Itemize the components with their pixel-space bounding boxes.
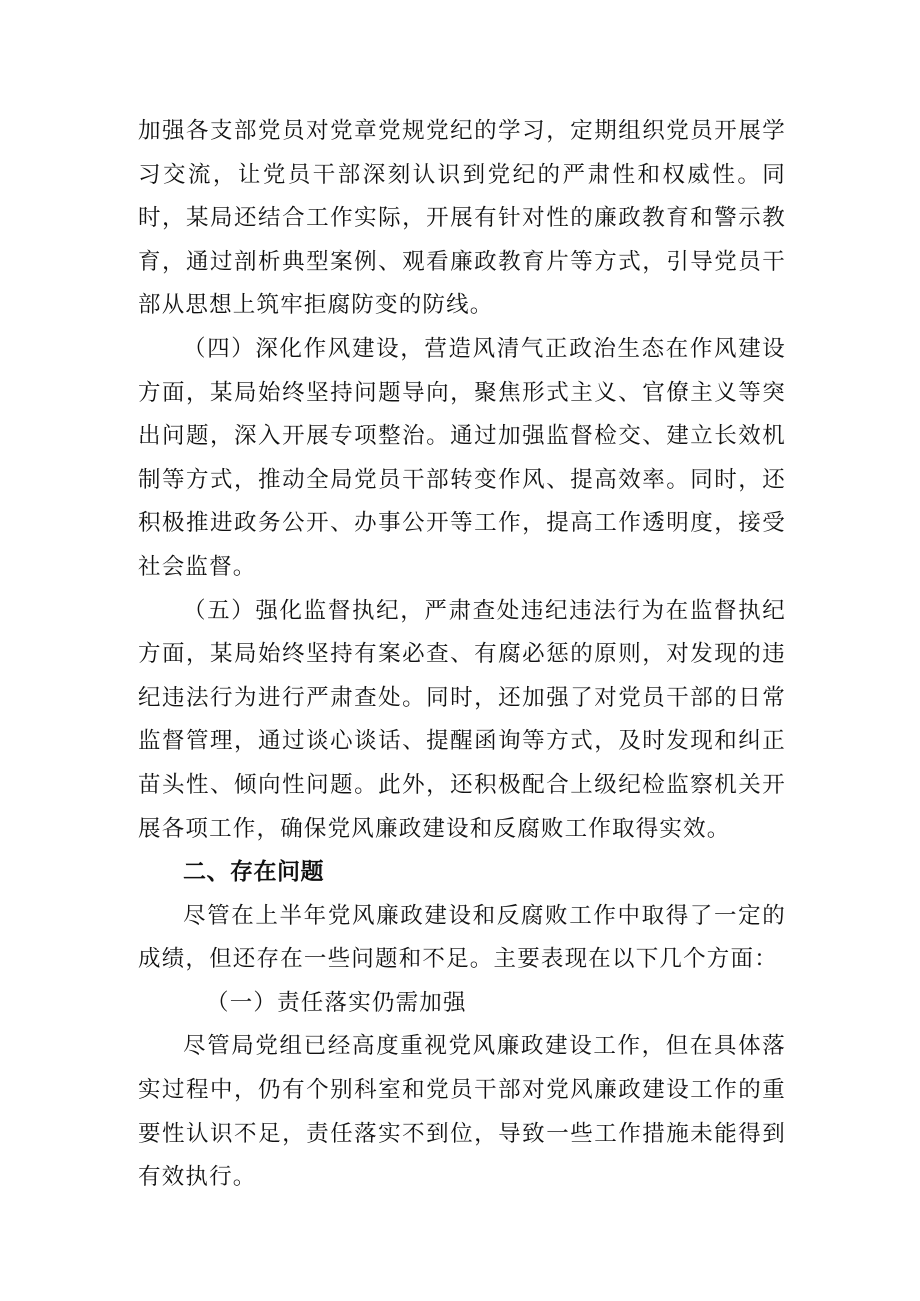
paragraph-responsibility-detail: 尽管局党组已经高度重视党风廉政建设工作，但在具体落实过程中，仍有个别科室和党员干部对党风廉政建设工作的重要性认识不足，责任落实不到位，导致一些工作措施未能得到有效执行。: [138, 1033, 786, 1191]
paragraph-work-style: （四）深化作风建设，营造风清气正政治生态在作风建设方面，某局始终坚持问题导向，聚焦形式主义、官僚主义等突出问题，深入开展专项整治。通过加强监督检交、建立长效机制等方式，推动全局党员干部转变作风、提高效率。同时，还积极推进政务公开、办事公开等工作，提高工作透明度，接受社会监督。: [138, 335, 786, 580]
subheading-responsibility: （一）责任落实仍需加强: [206, 989, 467, 1016]
paragraph-supervision-discipline: （五）强化监督执纪，严肃查处违纪违法行为在监督执纪方面，某局始终坚持有案必查、有腐必惩的原则，对发现的违纪违法行为进行严肃查处。同时，还加强了对党员干部的日常监督管理，通过谈心谈话、提醒函询等方式，及时发现和纠正苗头性、倾向性问题。此外，还积极配合上级纪检监察机关开展各项工作，确保党风廉政建设和反腐败工作取得实效。: [138, 597, 786, 842]
document-body: [138, 110, 786, 1200]
paragraph-party-discipline-study: 加强各支部党员对党章党规党纪的学习，定期组织党员开展学习交流，让党员干部深刻认识到党纪的严肃性和权威性。同时，某局还结合工作实际，开展有针对性的廉政教育和警示教育，通过剖析典型案例、观看廉政教育片等方式，引导党员干部从思想上筑牢拒腐防变的防线。: [138, 118, 786, 319]
section-heading-problems: 二、存在问题: [183, 859, 324, 886]
paragraph-problems-intro: 尽管在上半年党风廉政建设和反腐败工作中取得了一定的成绩，但还存在一些问题和不足。主要表现在以下几个方面：: [138, 902, 786, 973]
